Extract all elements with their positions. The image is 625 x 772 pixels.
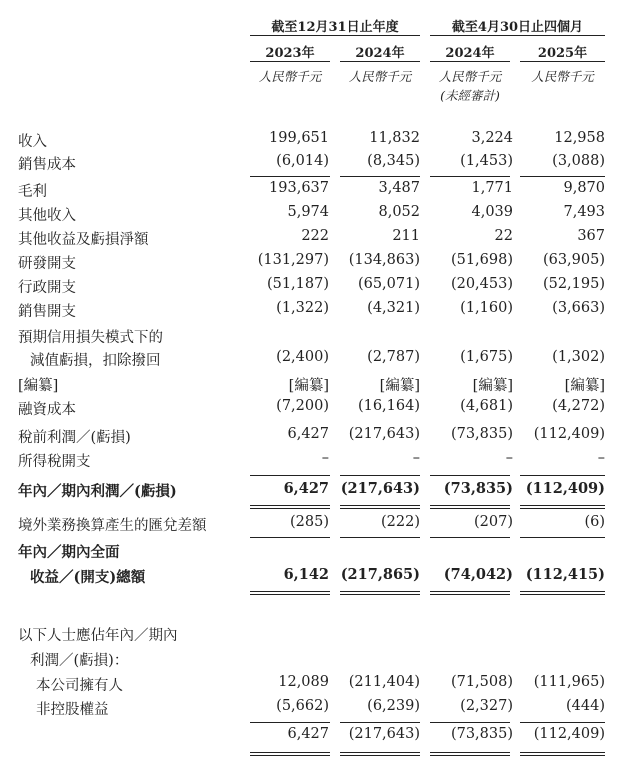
- row-value: (20,453): [450, 276, 513, 292]
- row-value: (217,865): [340, 566, 420, 583]
- row-label: 非控股權益: [36, 702, 109, 718]
- row-label: [編纂]: [18, 378, 59, 394]
- row-value: 193,637: [269, 180, 329, 196]
- row-value: 211: [392, 228, 420, 244]
- row-label: 其他收益及虧損淨額: [18, 232, 149, 248]
- row-value: (1,160): [460, 300, 513, 316]
- total-rule: [520, 176, 605, 177]
- total-rule: [340, 176, 420, 177]
- row-label: 銷售開支: [18, 304, 76, 320]
- row-value: (1,675): [460, 349, 513, 365]
- year-rule-3: [430, 61, 510, 62]
- row-label: 收益／(開支)總額: [30, 569, 146, 586]
- total-rule: [340, 537, 420, 538]
- row-value: (7,200): [276, 398, 329, 414]
- row-value: 8,052: [378, 204, 420, 220]
- row-value: (63,905): [542, 252, 605, 268]
- row-value: (4,681): [460, 398, 513, 414]
- row-value: (73,835): [450, 426, 513, 442]
- row-label: 以下人士應佔年內／期內: [18, 628, 178, 644]
- total-rule: [250, 722, 330, 723]
- row-value: [編纂]: [472, 378, 513, 394]
- total-rule: [340, 475, 420, 476]
- row-value: (2,327): [460, 698, 513, 714]
- total-rule: [430, 591, 510, 592]
- row-value: 22: [494, 228, 513, 244]
- row-value: (16,164): [357, 398, 420, 414]
- total-rule: [340, 722, 420, 723]
- header-group-interim: 截至4月30日止四個月: [451, 20, 584, 35]
- row-value: 12,958: [554, 130, 605, 146]
- row-label: 研發開支: [18, 256, 76, 272]
- row-value: (217,643): [348, 426, 420, 442]
- total-rule: [340, 594, 420, 595]
- total-rule: [520, 508, 605, 509]
- row-value: (112,409): [533, 726, 605, 742]
- row-label: 行政開支: [18, 280, 76, 296]
- total-rule: [520, 594, 605, 595]
- row-value: (6): [584, 514, 605, 530]
- row-label: 減值虧損，扣除撥回: [30, 353, 161, 369]
- row-value: (211,404): [348, 674, 420, 690]
- row-value: 6,142: [283, 566, 329, 583]
- year-rule-1: [250, 61, 330, 62]
- row-value: (3,088): [552, 153, 605, 169]
- row-value: 6,427: [287, 426, 329, 442]
- total-rule: [250, 176, 330, 177]
- col-unit-3: 人民幣千元: [438, 69, 502, 84]
- row-value: (3,663): [552, 300, 605, 316]
- total-rule: [340, 755, 420, 756]
- total-rule: [430, 594, 510, 595]
- row-value: 6,427: [287, 726, 329, 742]
- row-value: (71,508): [450, 674, 513, 690]
- row-value: (74,042): [443, 566, 513, 583]
- row-value: [編纂]: [564, 378, 605, 394]
- row-value: –: [412, 450, 420, 466]
- year-rule-4: [520, 61, 605, 62]
- row-value: 199,651: [269, 130, 329, 146]
- total-rule: [520, 722, 605, 723]
- col-year-1: 2023年: [265, 46, 315, 61]
- row-value: (4,272): [552, 398, 605, 414]
- col-year-4: 2025年: [537, 46, 588, 61]
- col-unit-2: 人民幣千元: [348, 69, 412, 84]
- row-value: (8,345): [367, 153, 420, 169]
- total-rule: [250, 475, 330, 476]
- row-label: 收入: [18, 134, 47, 150]
- row-value: (2,400): [276, 349, 329, 365]
- header-group-annual: 截至12月31日止年度: [271, 20, 399, 35]
- row-value: (2,787): [367, 349, 420, 365]
- row-value: (51,698): [450, 252, 513, 268]
- row-value: 9,870: [563, 180, 605, 196]
- row-label: 銷售成本: [18, 157, 76, 173]
- total-rule: [250, 591, 330, 592]
- header-rule-interim: [430, 35, 605, 36]
- row-value: (1,302): [552, 349, 605, 365]
- row-value: (131,297): [257, 252, 329, 268]
- total-rule: [250, 755, 330, 756]
- total-rule: [520, 755, 605, 756]
- row-value: (222): [381, 514, 420, 530]
- row-value: [編纂]: [379, 378, 420, 394]
- total-rule: [430, 755, 510, 756]
- total-rule: [430, 752, 510, 753]
- row-value: 6,427: [283, 480, 329, 497]
- row-value: (111,965): [533, 674, 605, 690]
- row-value: 4,039: [471, 204, 513, 220]
- row-value: (73,835): [443, 480, 513, 497]
- total-rule: [250, 537, 330, 538]
- total-rule: [430, 176, 510, 177]
- total-rule: [340, 591, 420, 592]
- row-label: 毛利: [18, 184, 47, 200]
- total-rule: [520, 537, 605, 538]
- row-value: (217,643): [348, 726, 420, 742]
- row-value: (112,409): [525, 480, 605, 497]
- row-value: 12,089: [278, 674, 329, 690]
- row-value: (52,195): [542, 276, 605, 292]
- total-rule: [520, 591, 605, 592]
- row-label: 年內／期內利潤／(虧損): [18, 483, 177, 500]
- row-value: 1,771: [471, 180, 513, 196]
- row-value: 3,487: [378, 180, 420, 196]
- row-label: 境外業務換算產生的匯兌差額: [18, 518, 207, 534]
- col-unit-4: 人民幣千元: [531, 69, 594, 84]
- row-label: 稅前利潤／(虧損): [18, 430, 131, 446]
- row-value: 5,974: [287, 204, 329, 220]
- row-value: (285): [290, 514, 329, 530]
- total-rule: [520, 505, 605, 506]
- col-year-2: 2024年: [355, 46, 405, 61]
- row-label: 融資成本: [18, 402, 76, 418]
- total-rule: [520, 475, 605, 476]
- row-value: 222: [301, 228, 329, 244]
- row-value: (112,409): [533, 426, 605, 442]
- col-year-3: 2024年: [445, 46, 495, 61]
- row-value: –: [321, 450, 329, 466]
- row-value: (5,662): [276, 698, 329, 714]
- row-value: –: [505, 450, 513, 466]
- row-value: (6,014): [276, 153, 329, 169]
- total-rule: [340, 752, 420, 753]
- col-note-unaudited: (未經審計): [440, 88, 500, 103]
- year-rule-2: [340, 61, 420, 62]
- row-label: 其他收入: [18, 208, 76, 224]
- total-rule: [430, 475, 510, 476]
- row-value: (51,187): [266, 276, 329, 292]
- col-unit-1: 人民幣千元: [258, 69, 322, 84]
- row-value: (4,321): [367, 300, 420, 316]
- total-rule: [250, 505, 330, 506]
- total-rule: [430, 505, 510, 506]
- row-value: (444): [566, 698, 605, 714]
- total-rule: [430, 508, 510, 509]
- row-value: (65,071): [357, 276, 420, 292]
- total-rule: [340, 508, 420, 509]
- row-value: (112,415): [525, 566, 605, 583]
- row-value: [編纂]: [288, 378, 329, 394]
- row-value: 3,224: [471, 130, 513, 146]
- row-label: 預期信用損失模式下的: [18, 330, 163, 346]
- total-rule: [520, 752, 605, 753]
- row-label: 所得稅開支: [18, 454, 91, 470]
- total-rule: [250, 508, 330, 509]
- header-rule-annual: [250, 35, 420, 36]
- row-value: (73,835): [450, 726, 513, 742]
- row-value: (217,643): [340, 480, 420, 497]
- row-value: 11,832: [369, 130, 420, 146]
- total-rule: [250, 594, 330, 595]
- row-value: (1,322): [276, 300, 329, 316]
- total-rule: [340, 505, 420, 506]
- row-value: (207): [474, 514, 513, 530]
- row-value: (134,863): [348, 252, 420, 268]
- row-value: (1,453): [460, 153, 513, 169]
- row-label: 本公司擁有人: [36, 678, 123, 694]
- row-value: 367: [577, 228, 605, 244]
- row-label: 利潤／(虧損)：: [30, 653, 129, 669]
- row-label: 年內／期內全面: [18, 544, 120, 561]
- row-value: –: [597, 450, 605, 466]
- row-value: 7,493: [563, 204, 605, 220]
- row-value: (6,239): [367, 698, 420, 714]
- total-rule: [430, 537, 510, 538]
- total-rule: [430, 722, 510, 723]
- total-rule: [250, 752, 330, 753]
